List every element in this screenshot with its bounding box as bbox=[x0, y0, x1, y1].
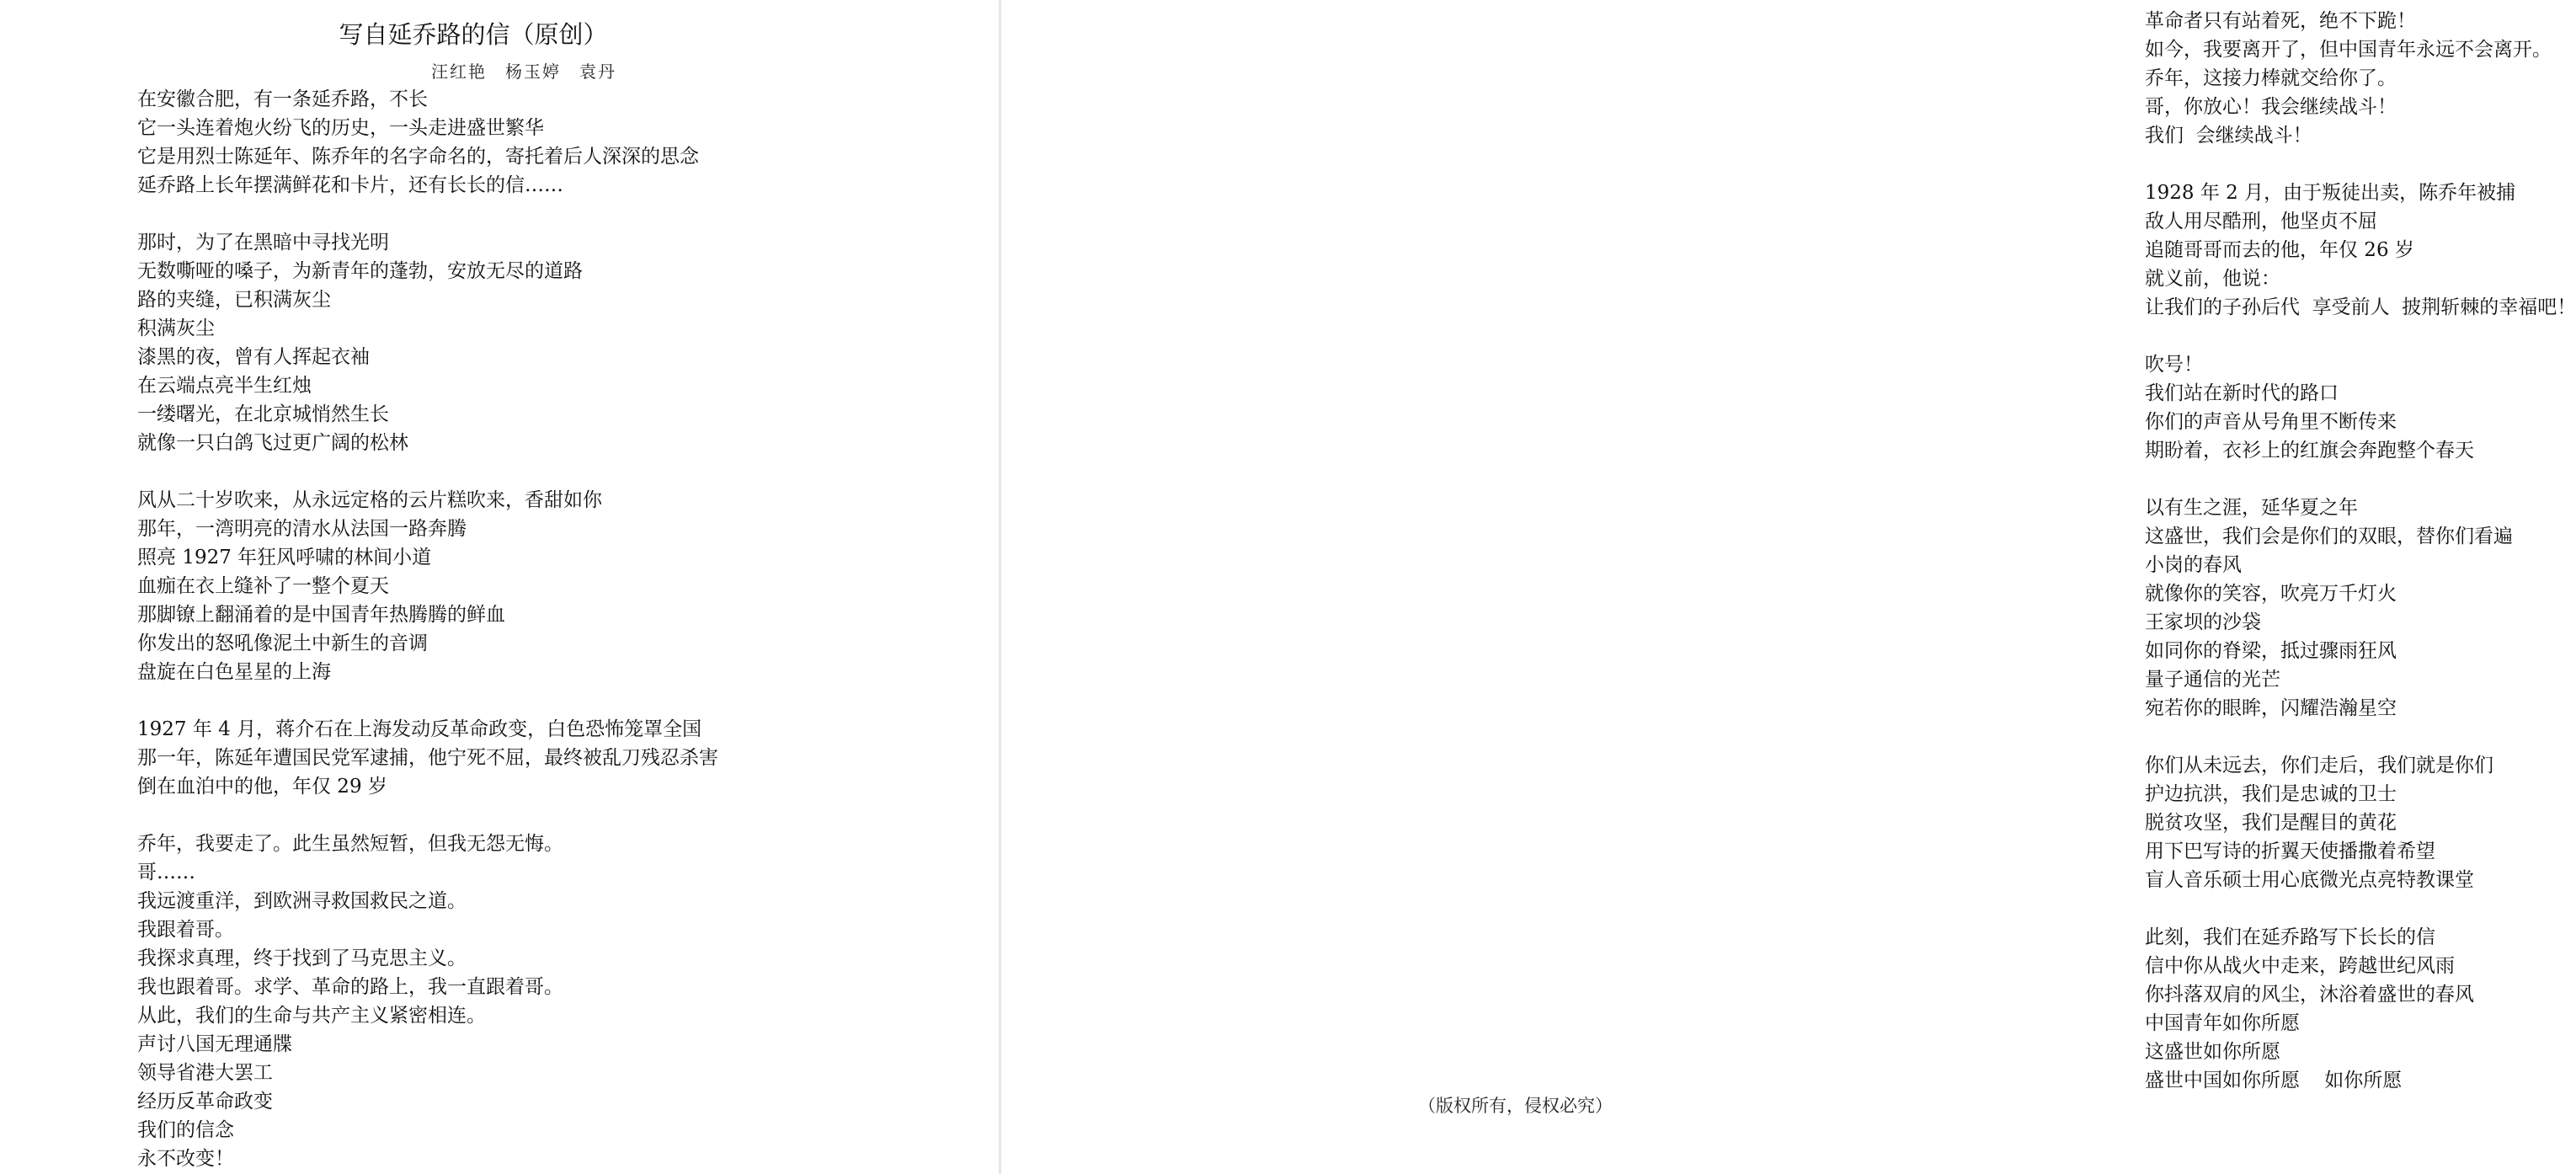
poem-line: 就像一只白鸽飞过更广阔的松林 bbox=[137, 432, 408, 454]
poem-line: 我远渡重洋，到欧洲寻救国救民之道。 bbox=[137, 890, 467, 912]
stanza-break bbox=[137, 457, 718, 486]
poem-line: 经历反革命政变 bbox=[137, 1091, 273, 1113]
poem-line: 血痂在衣上缝补了一整个夏天 bbox=[137, 575, 389, 597]
left-page bbox=[0, 0, 999, 1174]
stanza-break bbox=[137, 686, 718, 715]
poem-line: 让我们的子孙后代 享受前人 披荆斩棘的幸福吧！ bbox=[2145, 296, 2576, 318]
poem-line: 无数嘶哑的嗓子，为新青年的蓬勃，安放无尽的道路 bbox=[137, 260, 583, 282]
stanza-break bbox=[2145, 894, 2576, 923]
poem-line: 此刻，我们在延乔路写下长长的信 bbox=[2145, 926, 2435, 948]
poem-line: 我们 会继续战斗！ bbox=[2145, 125, 2312, 147]
poem-line: 声讨八国无理通牒 bbox=[137, 1033, 292, 1055]
poem-line: 敌人用尽酷刑，他坚贞不屈 bbox=[2145, 211, 2377, 232]
poem-line: 这盛世如你所愿 bbox=[2145, 1041, 2280, 1063]
poem-line: 那脚镣上翻涌着的是中国青年热腾腾的鲜血 bbox=[137, 604, 505, 626]
poem-line: 你发出的怒吼像泥土中新生的音调 bbox=[137, 632, 428, 654]
poem-line: 吹号！ bbox=[2145, 354, 2203, 376]
poem-line: 在云端点亮半生红烛 bbox=[137, 375, 312, 397]
poem-line: 你们从未远去，你们走后，我们就是你们 bbox=[2145, 755, 2493, 776]
poem-line: 路的夹缝，已积满灰尘 bbox=[137, 289, 331, 311]
poem-line: 革命者只有站着死，绝不下跪！ bbox=[2145, 10, 2416, 32]
poem-line: 乔年，我要走了。此生虽然短暂，但我无怨无悔。 bbox=[137, 833, 563, 855]
stanza-break bbox=[137, 801, 718, 830]
poem-line: 风从二十岁吹来，从永远定格的云片糕吹来，香甜如你 bbox=[137, 489, 602, 511]
poem-line: 脱贫攻坚，我们是醒目的黄花 bbox=[2145, 812, 2397, 834]
poem-line: 倒在血泊中的他，年仅 29 岁 bbox=[137, 776, 387, 798]
copyright-notice: （版权所有，侵权必究） bbox=[1418, 1096, 1613, 1116]
poem-line: 漆黑的夜，曾有人挥起衣袖 bbox=[137, 346, 370, 368]
poem-line: 我们站在新时代的路口 bbox=[2145, 382, 2339, 404]
poem-line: 如同你的脊梁，抵过骤雨狂风 bbox=[2145, 640, 2397, 662]
poem-line: 延乔路上长年摆满鲜花和卡片，还有长长的信…… bbox=[137, 174, 563, 196]
poem-line: 以有生之涯，延华夏之年 bbox=[2145, 497, 2358, 519]
poem-line: 小岗的春风 bbox=[2145, 554, 2242, 576]
poem-line: 盛世中国如你所愿 如你所愿 bbox=[2145, 1070, 2403, 1091]
poem-line: 追随哥哥而去的他，年仅 26 岁 bbox=[2145, 239, 2414, 261]
poem-line: 盲人音乐硕士用心底微光点亮特教课堂 bbox=[2145, 869, 2474, 891]
poem-line: 在安徽合肥，有一条延乔路，不长 bbox=[137, 88, 428, 110]
poem-line: 宛若你的眼眸，闪耀浩瀚星空 bbox=[2145, 697, 2397, 719]
poem-line: 盘旋在白色星星的上海 bbox=[137, 661, 331, 683]
poem-line: 领导省港大罢工 bbox=[137, 1062, 273, 1084]
poem-line: 一缕曙光，在北京城悄然生长 bbox=[137, 403, 389, 425]
poem-line: 这盛世，我们会是你们的双眼，替你们看遍 bbox=[2145, 526, 2513, 547]
poem-line: 乔年，这接力棒就交给你了。 bbox=[2145, 67, 2397, 89]
poem-line: 护边抗洪，我们是忠诚的卫士 bbox=[2145, 783, 2397, 805]
poem-line: 你抖落双肩的风尘，沐浴着盛世的春风 bbox=[2145, 984, 2474, 1006]
poem-line: 那时，为了在黑暗中寻找光明 bbox=[137, 232, 389, 253]
authors-line: 汪红艳 杨玉婷 袁丹 bbox=[431, 61, 616, 82]
document-title: 写自延乔路的信（原创） bbox=[339, 20, 608, 49]
poem-line: 那年，一湾明亮的清水从法国一路奔腾 bbox=[137, 518, 467, 540]
poem-line: 哥，你放心！我会继续战斗！ bbox=[2145, 96, 2397, 118]
poem-line: 我们的信念 bbox=[137, 1119, 234, 1141]
poem-line: 照亮 1927 年狂风呼啸的林间小道 bbox=[137, 547, 432, 568]
poem-line: 哥…… bbox=[137, 862, 195, 883]
poem-line: 信中你从战火中走来，跨越世纪风雨 bbox=[2145, 955, 2455, 977]
poem-line: 王家坝的沙袋 bbox=[2145, 611, 2261, 633]
stanza-break bbox=[2145, 150, 2576, 179]
stanza-break bbox=[2145, 322, 2576, 350]
poem-line: 永不改变！ bbox=[137, 1148, 234, 1170]
poem-line: 那一年，陈延年遭国民党军逮捕，他宁死不屈，最终被乱刀残忍杀害 bbox=[137, 747, 718, 769]
poem-line: 我也跟着哥。求学、革命的路上，我一直跟着哥。 bbox=[137, 976, 563, 998]
poem-line: 你们的声音从号角里不断传来 bbox=[2145, 411, 2397, 433]
poem-line: 从此，我们的生命与共产主义紧密相连。 bbox=[137, 1005, 486, 1027]
poem-line: 量子通信的光芒 bbox=[2145, 669, 2280, 691]
stanza-break bbox=[2145, 723, 2576, 751]
poem-line: 它是用烈士陈延年、陈乔年的名字命名的，寄托着后人深深的思念 bbox=[137, 146, 699, 168]
poem-line: 1927 年 4 月，蒋介石在上海发动反革命政变，白色恐怖笼罩全国 bbox=[137, 718, 702, 740]
poem-line: 积满灰尘 bbox=[137, 318, 215, 339]
poem-line: 1928 年 2 月，由于叛徒出卖，陈乔年被捕 bbox=[2145, 182, 2516, 204]
poem-left-column bbox=[137, 85, 718, 1173]
poem-line: 我探求真理，终于找到了马克思主义。 bbox=[137, 947, 467, 969]
poem-line: 期盼着，衣衫上的红旗会奔跑整个春天 bbox=[2145, 440, 2474, 462]
stanza-break bbox=[2145, 465, 2576, 494]
poem-line: 中国青年如你所愿 bbox=[2145, 1012, 2300, 1034]
poem-line: 我跟着哥。 bbox=[137, 919, 234, 941]
poem-line: 用下巴写诗的折翼天使播撒着希望 bbox=[2145, 840, 2435, 862]
poem-line: 就义前，他说： bbox=[2145, 268, 2280, 290]
stanza-break bbox=[137, 200, 718, 228]
right-page bbox=[1001, 0, 2576, 1174]
poem-line: 如今，我要离开了，但中国青年永远不会离开。 bbox=[2145, 39, 2552, 61]
poem-line: 就像你的笑容，吹亮万千灯火 bbox=[2145, 583, 2397, 605]
poem-line: 它一头连着炮火纷飞的历史，一头走进盛世繁华 bbox=[137, 117, 544, 139]
poem-right-column bbox=[2145, 7, 2576, 1095]
